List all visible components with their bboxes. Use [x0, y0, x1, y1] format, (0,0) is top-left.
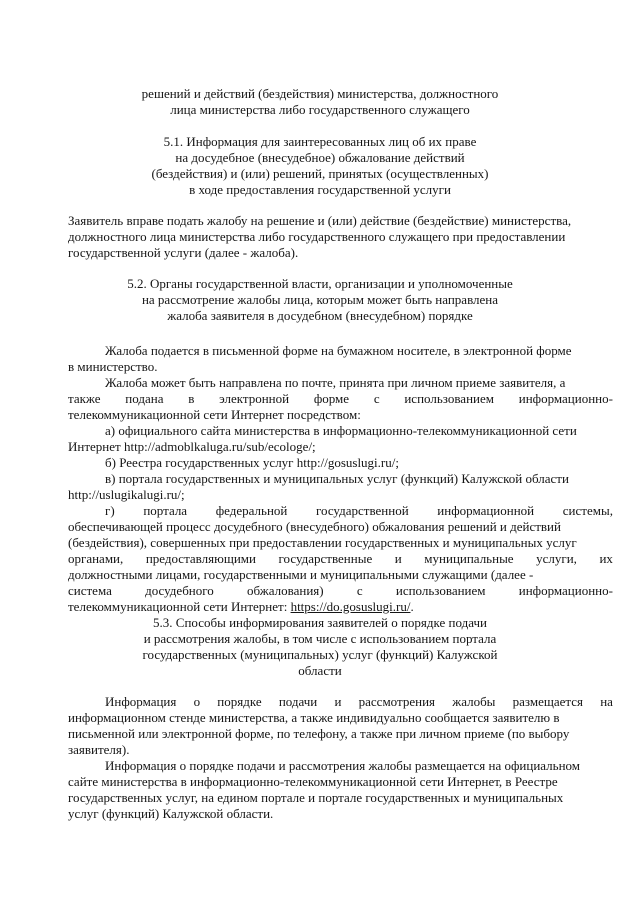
list-item-g-justified — [68, 551, 613, 566]
word: и — [394, 551, 402, 566]
section-title-5-2: жалоба заявителя в досудебном (внесудебном) порядке — [167, 308, 473, 323]
paragraph-line: Заявитель вправе подать жалобу на решение и (или) действие (бездействие) министерства, — [68, 213, 572, 228]
list-item-g: должностными лицами, государственными и муниципальными служащими (далее - — [68, 567, 534, 582]
word: органами, — [68, 551, 124, 566]
list-item-g — [68, 599, 414, 614]
paragraph-line: услуг (функций) Калужской области. — [68, 806, 274, 821]
section-title-5-3: области — [298, 663, 342, 678]
section-title-5-1: (бездействия) и (или) решений, принятых (осуществленных) — [151, 166, 489, 181]
word: муниципальные — [424, 551, 514, 566]
word: форме — [313, 391, 350, 406]
word: информационной — [437, 503, 535, 518]
paragraph-line: Информация о порядке подачи и рассмотрения жалобы размещается на официальном — [105, 758, 581, 773]
word: система — [68, 583, 112, 598]
section-title-5-2: на рассмотрение жалобы лица, которым может быть направлена — [141, 292, 499, 307]
word: размещается — [512, 694, 583, 709]
list-item-a: Интернет http://admoblkaluga.ru/sub/ecologe/; — [68, 439, 316, 454]
list-item-a: а) официального сайта министерства в информационно-телекоммуникационной сети — [105, 423, 577, 438]
link-suffix-text: . — [410, 599, 414, 614]
word: подачи — [278, 694, 318, 709]
section-title-5-1: 5.1. Информация для заинтересованных лиц об их праве — [163, 134, 477, 149]
word: с — [356, 583, 363, 598]
word: использованием — [404, 391, 494, 406]
word: государственной — [316, 503, 409, 518]
section-title-5-3: государственных (муниципальных) услуг (функций) Калужской — [142, 647, 498, 662]
word: обжалования) — [247, 583, 324, 598]
heading-line: решений и действий (бездействия) министерства, должностного — [141, 86, 499, 101]
word: электронной — [219, 391, 290, 406]
word: о — [193, 694, 201, 709]
heading-line: лица министерства либо государственного служащего — [170, 102, 470, 117]
paragraph-line: в министерство. — [68, 359, 158, 374]
paragraph-line: телекоммуникационной сети Интернет посредством: — [68, 407, 361, 422]
word: услуги, — [536, 551, 577, 566]
word: государственные — [278, 551, 373, 566]
list-item-v: в) портала государственных и муниципальных услуг (функций) Калужской области — [105, 471, 569, 486]
word: г) — [105, 503, 115, 518]
list-item-g-justified — [105, 503, 613, 518]
word: федеральной — [215, 503, 288, 518]
section-title-5-1: на досудебное (внесудебное) обжалование действий — [175, 150, 465, 165]
paragraph-line: письменной или электронной форме, по телефону, а также при личном приеме (по выбору — [68, 726, 570, 741]
word: с — [373, 391, 380, 406]
paragraph-line-justified — [68, 391, 613, 406]
list-item-b: б) Реестра государственных услуг http://gosuslugi.ru/; — [105, 455, 399, 470]
word: жалобы — [452, 694, 496, 709]
list-item-g: обеспечивающей процесс досудебного (внесудебного) обжалования решений и действий — [68, 519, 561, 534]
word: досудебного — [145, 583, 214, 598]
word: их — [599, 551, 613, 566]
paragraph-line: государственной услуги (далее - жалоба). — [68, 245, 299, 260]
section-title-5-1: в ходе предоставления государственной услуги — [189, 182, 451, 197]
word: Информация — [105, 694, 177, 709]
paragraph-line: сайте министерства в информационно-телекоммуникационной сети Интернет, в Реестре — [68, 774, 558, 789]
word: предоставляющими — [145, 551, 256, 566]
section-title-5-3: 5.3. Способы информирования заявителей о порядке подачи — [153, 615, 487, 630]
paragraph-line: Жалоба подается в письменной форме на бумажном носителе, в электронной форме — [105, 343, 572, 358]
paragraph-line: государственных услуг, на едином портале и портале государственных и муниципальных — [68, 790, 564, 805]
word: рассмотрения — [358, 694, 436, 709]
word: информационно- — [518, 391, 613, 406]
word: системы, — [562, 503, 613, 518]
word: подана — [125, 391, 164, 406]
word: также — [68, 391, 101, 406]
gosuslugi-link[interactable]: https://do.gosuslugi.ru/ — [290, 599, 411, 614]
word: портала — [143, 503, 188, 518]
list-item-v: http://uslugikalugi.ru/; — [68, 487, 185, 502]
section-title-5-3: и рассмотрения жалобы, в том числе с использованием портала — [143, 631, 497, 646]
list-item-g-justified — [68, 583, 613, 598]
word: на — [600, 694, 613, 709]
word: в — [188, 391, 195, 406]
list-item-g: (бездействия), совершенных при предоставлении государственных и муниципальных услуг — [68, 535, 577, 550]
paragraph-line: информационном стенде министерства, а также индивидуально сообщается заявителю в — [68, 710, 560, 725]
paragraph-line: должностного лица министерства либо государственного служащего при предоставлении — [68, 229, 566, 244]
word: и — [334, 694, 342, 709]
word: порядке — [217, 694, 262, 709]
word: использованием — [395, 583, 486, 598]
section-title-5-2: 5.2. Органы государственной власти, организации и уполномоченные — [127, 276, 513, 291]
paragraph-line: Жалоба может быть направлена по почте, принята при личном приеме заявителя, а — [105, 375, 566, 390]
paragraph-line: заявителя). — [68, 742, 130, 757]
link-prefix-text: телекоммуникационной сети Интернет: — [68, 599, 291, 614]
word: информационно- — [518, 583, 613, 598]
paragraph-line-justified — [105, 694, 613, 709]
